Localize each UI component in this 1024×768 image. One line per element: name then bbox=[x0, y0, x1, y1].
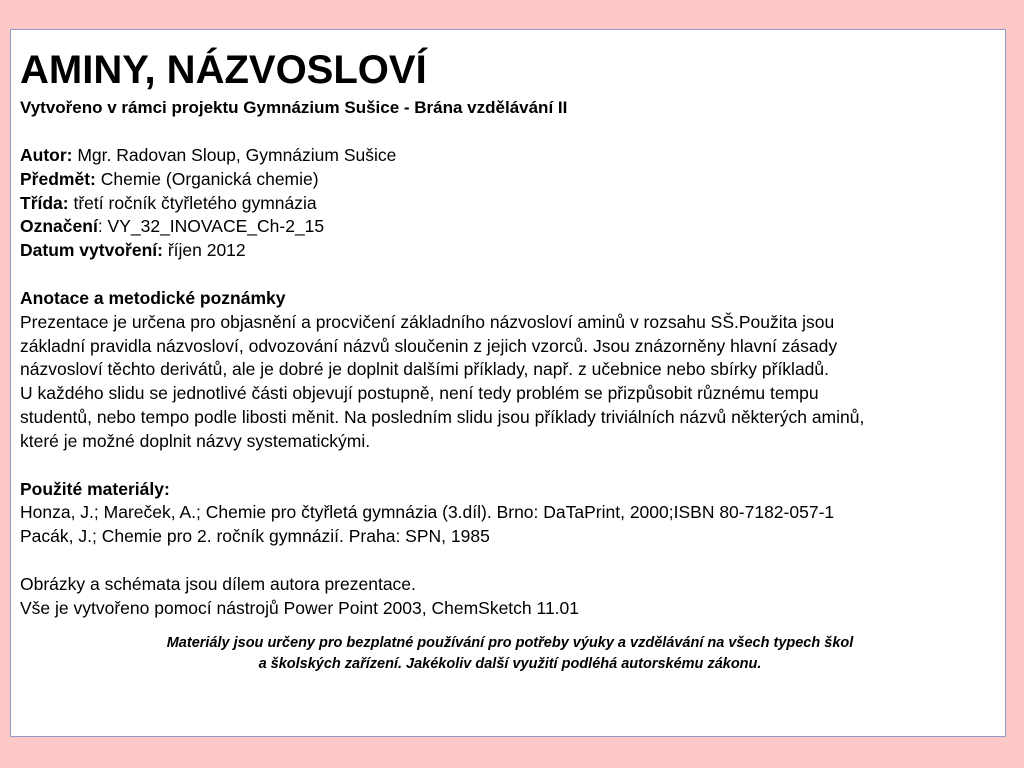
annotation-line: základní pravidla názvosloví, odvozování názvů sloučenin z jejich vzorců. Jsou znázorněny hlavní zásady bbox=[20, 335, 838, 356]
meta-label: Autor: bbox=[20, 145, 73, 165]
annotation-heading: Anotace a metodické poznámky bbox=[20, 287, 286, 308]
annotation-line: názvosloví těchto derivátů, ale je dobré je doplnit dalšími příklady, např. z učebnice nebo sbírky příkladů. bbox=[20, 359, 830, 380]
notes-line: Vše je vytvořeno pomocí nástrojů Power Point 2003, ChemSketch 11.01 bbox=[20, 597, 580, 618]
meta-value: třetí ročník čtyřletého gymnázia bbox=[68, 192, 317, 213]
annotation-line: které je možné doplnit názvy systematickými. bbox=[20, 430, 371, 451]
meta-author bbox=[20, 144, 1000, 168]
spacer bbox=[20, 549, 1000, 573]
annotation-line: studentů, nebo tempo podle libosti měnit. Na posledním slidu jsou příklady triviálních názvů některých aminů, bbox=[20, 406, 865, 427]
meta-label: Datum vytvoření: bbox=[20, 240, 163, 261]
materials-line: Honza, J.; Mareček, A.; Chemie pro čtyřletá gymnázia (3.díl). Brno: DaTaPrint, 2000;ISBN 80-7182-057-1 bbox=[20, 502, 835, 523]
page-title: AMINY, NÁZVOSLOVÍ bbox=[20, 48, 427, 92]
spacer bbox=[20, 454, 1000, 478]
meta-label: Předmět: bbox=[20, 168, 96, 189]
slide-content bbox=[20, 44, 1000, 675]
meta-code bbox=[20, 215, 1000, 239]
meta-class bbox=[20, 192, 1000, 216]
slide-frame bbox=[10, 29, 1006, 737]
materials-line: Pacák, J.; Chemie pro 2. ročník gymnázií. Praha: SPN, 1985 bbox=[20, 526, 490, 547]
meta-value: Mgr. Radovan Sloup, Gymnázium Sušice bbox=[72, 145, 397, 165]
annotation-line: U každého slidu se jednotlivé části objevují postupně, není tedy problém se přizpůsobit různému tempu bbox=[20, 383, 819, 404]
footer-line: a školských zařízení. Jakékoliv další využití podléhá autorskému zákonu. bbox=[258, 655, 762, 672]
notes-line: Obrázky a schémata jsou dílem autora prezentace. bbox=[20, 573, 416, 594]
spacer bbox=[20, 263, 1000, 287]
meta-value: říjen 2012 bbox=[162, 240, 246, 261]
meta-date bbox=[20, 239, 1000, 263]
notes-block bbox=[20, 573, 1000, 621]
meta-label: Třída: bbox=[20, 192, 69, 213]
materials-heading: Použité materiály: bbox=[20, 478, 170, 499]
meta-value: : VY_32_INOVACE_Ch-2_15 bbox=[97, 216, 325, 237]
project-subtitle: Vytvořeno v rámci projektu Gymnázium Sušice - Brána vzdělávání II bbox=[20, 98, 568, 117]
footer-line: Materiály jsou určeny pro bezplatné používání pro potřeby výuky a vzdělávání na všech typech škol bbox=[166, 634, 854, 651]
meta-block bbox=[20, 144, 1000, 263]
annotation-line: Prezentace je určena pro objasnění a procvičení základního názvosloví aminů v rozsahu SŠ.Použita jsou bbox=[20, 311, 835, 332]
license-footer bbox=[20, 633, 1000, 675]
meta-label: Označení bbox=[20, 216, 98, 237]
materials-block bbox=[20, 478, 1000, 549]
meta-value: Chemie (Organická chemie) bbox=[95, 168, 319, 189]
annotation-block bbox=[20, 287, 1000, 454]
meta-subject bbox=[20, 168, 1000, 192]
spacer bbox=[20, 120, 1000, 144]
